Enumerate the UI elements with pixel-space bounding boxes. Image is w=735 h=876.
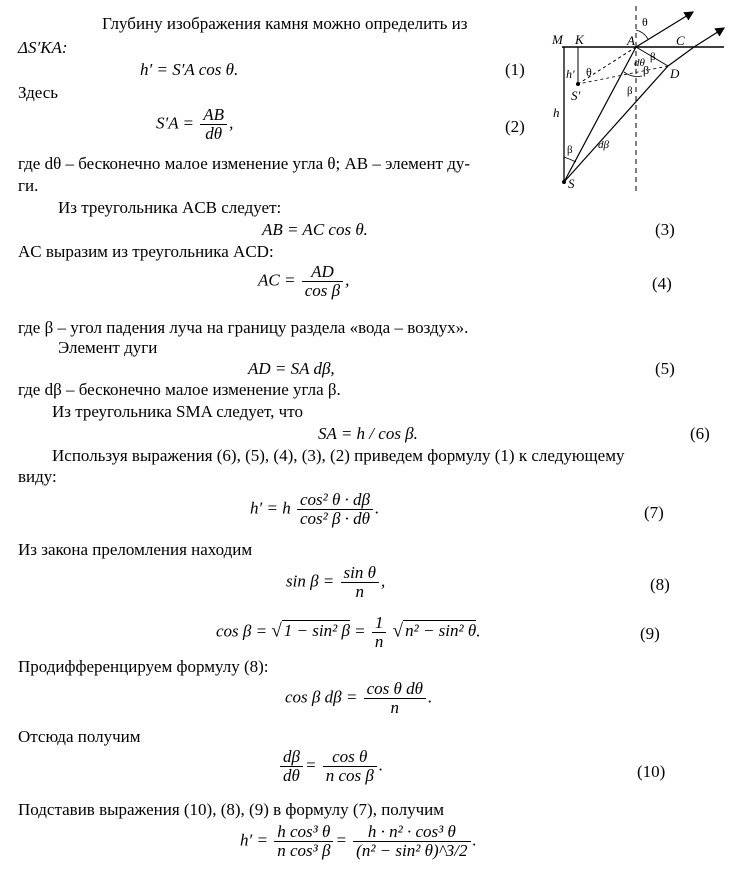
eq9-lhs: cos β =	[216, 621, 268, 641]
eqf-denominator-1: n cos³ β	[277, 841, 331, 860]
equation-5-number: (5)	[655, 359, 675, 378]
paragraph-4: AC выразим из треугольника ACD:	[18, 242, 274, 261]
label-beta-low: β	[627, 85, 633, 97]
eq10-right-denominator: n cos β	[325, 766, 374, 785]
equation-1-number: (1)	[505, 60, 525, 79]
eqd-fraction	[364, 680, 426, 717]
eqf-lhs: h′ =	[240, 830, 268, 850]
eq8-fraction	[341, 564, 379, 601]
eq10-left-denominator: dθ	[283, 766, 300, 785]
label-beta-center: β	[643, 63, 650, 77]
word-zdes: Здесь	[18, 83, 59, 102]
arc-beta-s	[564, 157, 576, 162]
paragraph-7: где dβ – бесконечно малое изменение угла β.	[18, 380, 341, 399]
label-beta-bottom: β	[567, 144, 573, 156]
equation-2-number: (2)	[505, 117, 525, 136]
paragraph-6: Элемент дуги	[58, 338, 158, 357]
eq2-numerator: AB	[200, 106, 227, 125]
eq9-numerator: 1	[372, 614, 387, 633]
paragraph-2-line-2: ги.	[18, 176, 39, 195]
label-d-beta: dβ	[598, 139, 609, 151]
label-d: D	[670, 66, 680, 81]
paragraph-10: Из закона преломления находим	[18, 540, 253, 559]
label-h-prime: h′	[566, 67, 575, 81]
eq7-denominator: cos² β · dθ	[299, 509, 371, 528]
equation-4: AC = $\frac{AD}{\text{cos β}}$ ,	[258, 262, 350, 300]
paragraph-1-line-2: ΔS′KA:	[18, 38, 68, 57]
eq4-denominator: cos β	[304, 281, 341, 300]
label-beta-right: β	[650, 51, 656, 63]
label-k: K	[575, 32, 584, 47]
equation-8: sin β = $\frac{\text{sin θ}}{n}$ ,	[286, 563, 386, 601]
paragraph-3: Из треугольника ACB следует:	[58, 198, 282, 217]
equation-5: AD = SA dβ,	[248, 359, 335, 378]
eq7-lhs: h′ = h	[250, 498, 291, 518]
label-theta-top: θ	[642, 15, 648, 29]
equation-2: S′A = $\frac{AB}{d\theta}$ ,	[156, 105, 234, 143]
equation-10: $\frac{d\beta}{d\theta}$ = $\frac{\text{cos θ}}{\text{n cos β}}$ .	[278, 748, 383, 785]
eq2-fraction	[200, 106, 227, 143]
eq8-lhs: sin β =	[286, 571, 335, 591]
eq4-fraction	[302, 263, 343, 300]
label-m: M	[552, 32, 563, 47]
eq9-denominator: n	[374, 632, 384, 651]
label-s-prime: S′	[571, 88, 581, 103]
label-theta-mid: θ	[586, 65, 592, 79]
refraction-diagram	[548, 2, 728, 192]
eqd-lhs: cos β dβ =	[285, 687, 358, 707]
eq2-denominator: dθ	[205, 124, 223, 143]
eq9-radicand-2: n² − sin² θ	[405, 621, 477, 641]
label-h: h	[553, 105, 560, 120]
eq10-right-numerator: cos θ	[323, 748, 377, 767]
eq4-lhs: AC =	[258, 270, 296, 290]
eq7-fraction	[297, 491, 373, 528]
eqf-numerator-1: h cos³ θ	[274, 823, 333, 842]
equation-differential: cos β dβ = $\frac{\text{cos θ dθ}}{n}$ .	[285, 679, 433, 717]
equation-6-number: (6)	[690, 424, 710, 443]
paragraph-9-line-1: Используя выражения (6), (5), (4), (3), (2) приведем формулу (1) к следующему	[52, 446, 625, 465]
equation-7-number: (7)	[644, 503, 664, 522]
paragraph-9-line-2: виду:	[18, 467, 57, 486]
equation-1: h′ = S′A cos θ.	[140, 60, 239, 79]
equation-3: AB = AC cos θ.	[262, 220, 368, 239]
eq8-numerator: sin θ	[341, 564, 379, 583]
eq10-right-fraction	[323, 748, 377, 785]
eqf-numerator-2: h · n² · cos³ θ	[353, 823, 470, 842]
eqf-fraction-2	[353, 823, 470, 860]
eq10-left-numerator: dβ	[280, 748, 303, 767]
eq9-radicand-1: 1 − sin² β	[283, 621, 350, 641]
eqf-fraction-1	[274, 823, 333, 860]
refracted-ray-2	[694, 28, 724, 47]
eq2-lhs: S′A =	[156, 113, 195, 133]
eq8-denominator: n	[355, 582, 364, 601]
equation-4-number: (4)	[652, 274, 672, 293]
equation-10-number: (10)	[637, 762, 666, 781]
eq9-equals: =	[354, 621, 366, 641]
arc-theta	[636, 30, 648, 39]
paragraph-8: Из треугольника SMA следует, что	[52, 402, 303, 421]
equation-7: h′ = h $\frac{\text{cos² θ · dβ}}{\text{cos² β · dθ}}$ .	[250, 490, 380, 528]
eq9-fraction	[372, 614, 387, 651]
point-s	[562, 180, 566, 184]
paragraph-11: Продифференцируем формулу (8):	[18, 657, 269, 676]
equation-9: cos β = √ 1 − sin² β = $\frac{1}{n}$ √ n² − sin² θ.	[216, 613, 481, 651]
label-a: A	[627, 33, 635, 48]
paragraph-2-line-1: где dθ – бесконечно малое изменение угла θ; AB – элемент ду-	[18, 154, 471, 173]
equation-8-number: (8)	[650, 575, 670, 594]
point-s-prime	[576, 82, 580, 86]
line-cd	[668, 47, 694, 66]
eqd-denominator: n	[390, 698, 400, 717]
eq10-left-fraction	[280, 748, 303, 785]
eqf-denominator-2: (n² − sin² θ)^3/2	[356, 841, 468, 860]
equation-final: h′ = $\frac{\text{h cos³ θ}}{\text{n cos³ β}}$ = $\frac{\text{h · n² · cos³ θ}}{\text{(n² − sin² θ)\textasciicircum{}3/2}}$ .	[240, 822, 477, 860]
label-d-theta: dθ	[634, 57, 645, 69]
equation-6: SA = h / cos β.	[318, 424, 418, 443]
eqd-numerator: cos θ dθ	[364, 680, 426, 699]
equation-9-number: (9)	[640, 624, 660, 643]
label-s: S	[568, 176, 575, 191]
label-c: C	[676, 33, 685, 48]
paragraph-13: Подставив выражения (10), (8), (9) в формулу (7), получим	[18, 800, 444, 819]
eq7-numerator: cos² θ · dβ	[297, 491, 373, 510]
sqrt-icon-1: √	[271, 620, 282, 642]
equation-3-number: (3)	[655, 220, 675, 239]
sqrt-icon-2: √	[392, 620, 404, 642]
paragraph-5: где β – угол падения луча на границу раздела «вода – воздух».	[18, 318, 469, 337]
paragraph-1-line-1: Глубину изображения камня можно определить из	[102, 14, 468, 33]
eq4-numerator: AD	[302, 263, 343, 282]
paragraph-12: Отсюда получим	[18, 727, 141, 746]
